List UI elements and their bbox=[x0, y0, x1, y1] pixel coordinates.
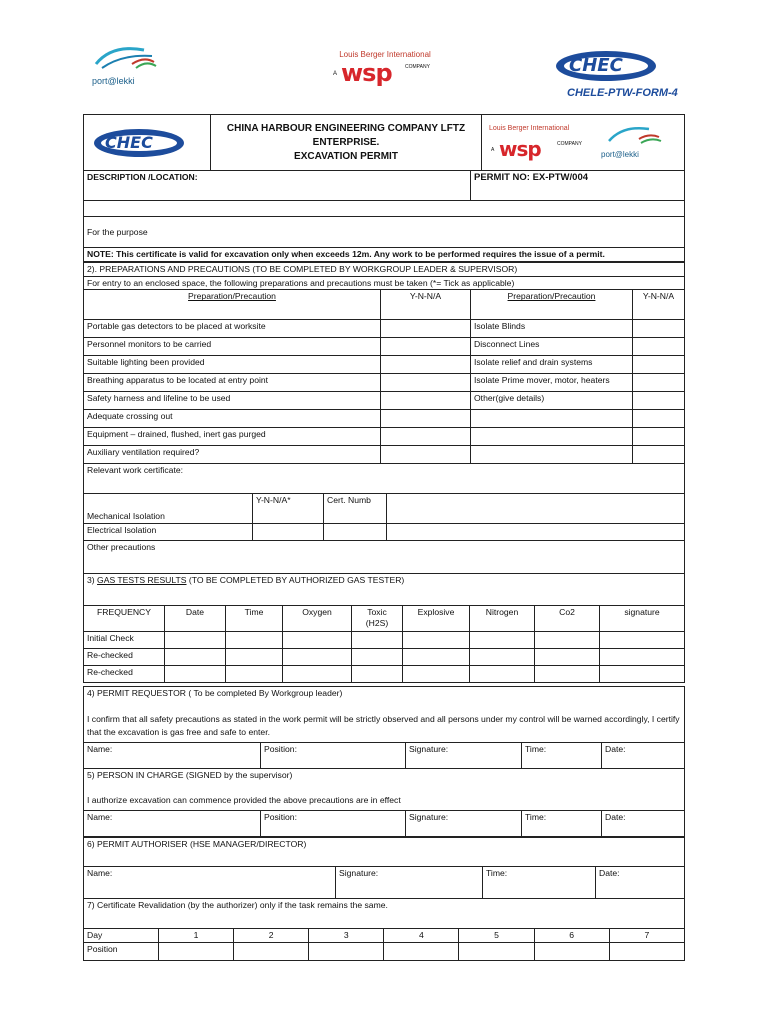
col-time: Time bbox=[226, 606, 283, 632]
pic-signature-field[interactable]: Signature: bbox=[406, 811, 522, 837]
wsp-company: COMPANY bbox=[405, 64, 430, 70]
gas-cell[interactable] bbox=[403, 666, 470, 683]
ynna-checkbox[interactable] bbox=[633, 338, 685, 356]
ynna-checkbox[interactable] bbox=[633, 356, 685, 374]
person-in-charge-table bbox=[83, 768, 685, 837]
mechanical-isolation-label: Mechanical Isolation bbox=[84, 494, 253, 524]
gas-cell[interactable] bbox=[470, 632, 535, 649]
port-lekki-text: port@lekki bbox=[92, 76, 135, 86]
pic-date-field[interactable]: Date: bbox=[602, 811, 685, 837]
chec-text-top: CHEC bbox=[569, 55, 623, 76]
revalidation-heading: 7) Certificate Revalidation (by the authorizer) only if the task remains the same. bbox=[84, 899, 685, 929]
prep-item-right: Disconnect Lines bbox=[471, 338, 633, 356]
partner-logos-cell bbox=[482, 115, 685, 171]
gas-cell[interactable] bbox=[226, 666, 283, 683]
day-number: 2 bbox=[234, 929, 309, 943]
gas-cell[interactable] bbox=[535, 666, 600, 683]
pic-block bbox=[84, 769, 685, 811]
day-number: 4 bbox=[384, 929, 459, 943]
certificates-table bbox=[83, 463, 685, 574]
gas-cell[interactable] bbox=[226, 632, 283, 649]
gas-row-label: Initial Check bbox=[84, 632, 165, 649]
section2-table bbox=[83, 262, 685, 464]
authoriser-date-field[interactable]: Date: bbox=[596, 867, 685, 899]
ynna-checkbox[interactable] bbox=[633, 428, 685, 446]
gas-cell[interactable] bbox=[283, 632, 352, 649]
wsp-company-small: COMPANY bbox=[557, 140, 582, 147]
col-ynna-left: Y-N-N/A bbox=[381, 290, 471, 320]
relevant-certificate-label: Relevant work certificate: bbox=[84, 464, 685, 494]
col-co2: Co2 bbox=[535, 606, 600, 632]
section2-intro: For entry to an enclosed space, the following preparations and precautions must be taken (*= Tick as applicable) bbox=[84, 276, 685, 290]
authoriser-time-field[interactable]: Time: bbox=[483, 867, 596, 899]
requestor-table bbox=[83, 686, 685, 769]
col-toxic: Toxic (H2S) bbox=[352, 606, 403, 632]
day-number: 7 bbox=[609, 929, 684, 943]
empty-cell bbox=[471, 410, 633, 428]
gas-cell[interactable] bbox=[470, 649, 535, 666]
revalidation-cell[interactable] bbox=[234, 942, 309, 960]
empty-cell bbox=[471, 428, 633, 446]
ynna-checkbox[interactable] bbox=[633, 374, 685, 392]
authoriser-signature-field[interactable]: Signature: bbox=[336, 867, 483, 899]
cert-numb-header: Cert. Numb bbox=[324, 494, 387, 524]
gas-cell[interactable] bbox=[165, 666, 226, 683]
revalidation-cell[interactable] bbox=[534, 942, 609, 960]
description-location-field[interactable]: DESCRIPTION /LOCATION: bbox=[84, 171, 471, 201]
ynna-checkbox[interactable] bbox=[381, 446, 471, 464]
col-nitrogen: Nitrogen bbox=[470, 606, 535, 632]
gas-cell[interactable] bbox=[352, 632, 403, 649]
col-frequency: FREQUENCY bbox=[84, 606, 165, 632]
gas-tests-heading bbox=[84, 574, 685, 606]
col-explosive: Explosive bbox=[403, 606, 470, 632]
requestor-block bbox=[84, 687, 685, 743]
prep-item-left: Adequate crossing out bbox=[84, 410, 381, 428]
title-cell bbox=[211, 115, 482, 171]
authoriser-heading: 6) PERMIT AUTHORISER (HSE MANAGER/DIRECTOR) bbox=[84, 838, 685, 867]
validity-note: NOTE: This certificate is valid for excavation only when exceeds 12m. Any work to be performed requires the issue of a permit. bbox=[84, 248, 685, 262]
gas-tests-title: GAS TESTS RESULTS bbox=[97, 575, 187, 585]
gas-cell[interactable] bbox=[283, 666, 352, 683]
ynna-checkbox[interactable] bbox=[381, 410, 471, 428]
port-lekki-swoosh-icon bbox=[605, 123, 665, 147]
wsp-wordmark-small: wsp bbox=[499, 136, 541, 161]
gas-row-label: Re-checked bbox=[84, 649, 165, 666]
gas-tests-table bbox=[83, 573, 685, 683]
gas-cell[interactable] bbox=[352, 649, 403, 666]
wsp-a: A bbox=[333, 71, 338, 77]
day-number: 5 bbox=[459, 929, 534, 943]
position-label: Position bbox=[84, 942, 159, 960]
title-block bbox=[83, 114, 685, 171]
prep-item-left: Equipment – drained, flushed, inert gas purged bbox=[84, 428, 381, 446]
ynna-checkbox[interactable] bbox=[633, 410, 685, 428]
title-line1: CHINA HARBOUR ENGINEERING COMPANY LFTZ bbox=[226, 122, 466, 134]
cert-ynna-header: Y-N-N/A* bbox=[253, 494, 324, 524]
prep-item-left: Breathing apparatus to be located at entry point bbox=[84, 374, 381, 392]
requestor-signature-field[interactable]: Signature: bbox=[406, 743, 522, 769]
prep-item-left: Personnel monitors to be carried bbox=[84, 338, 381, 356]
other-precautions-field[interactable]: Other precautions bbox=[84, 541, 685, 574]
pic-time-field[interactable]: Time: bbox=[522, 811, 602, 837]
ynna-checkbox[interactable] bbox=[381, 320, 471, 338]
prep-item-right: Other(give details) bbox=[471, 392, 633, 410]
chec-logo-top bbox=[555, 50, 657, 82]
revalidation-cell[interactable] bbox=[384, 942, 459, 960]
requestor-time-field[interactable]: Time: bbox=[522, 743, 602, 769]
col-prep-left: Preparation/Precaution bbox=[84, 290, 381, 320]
revalidation-cell[interactable] bbox=[159, 942, 234, 960]
chec-text: CHEC bbox=[105, 132, 153, 152]
requestor-name-field[interactable]: Name: bbox=[84, 743, 261, 769]
louis-berger-text-small: Louis Berger International bbox=[489, 124, 570, 132]
ynna-checkbox[interactable] bbox=[381, 374, 471, 392]
form-code: CHELE-PTW-FORM-4 bbox=[567, 87, 678, 99]
title-line2: ENTERPRISE. bbox=[312, 136, 380, 148]
gas-cell[interactable] bbox=[535, 649, 600, 666]
ynna-checkbox[interactable] bbox=[381, 338, 471, 356]
gas-cell[interactable] bbox=[165, 649, 226, 666]
port-lekki-logo bbox=[92, 42, 162, 88]
wsp-wordmark: wsp bbox=[341, 59, 392, 87]
requestor-date-field[interactable]: Date: bbox=[602, 743, 685, 769]
authoriser-name-field[interactable]: Name: bbox=[84, 867, 336, 899]
cert-details[interactable] bbox=[387, 524, 685, 541]
col-date: Date bbox=[165, 606, 226, 632]
ynna-checkbox[interactable] bbox=[381, 428, 471, 446]
permit-number: PERMIT NO: EX-PTW/004 bbox=[471, 171, 685, 201]
prep-item-left: Safety harness and lifeline to be used bbox=[84, 392, 381, 410]
col-ynna-right: Y-N-N/A bbox=[633, 290, 685, 320]
prep-item-left: Portable gas detectors to be placed at worksite bbox=[84, 320, 381, 338]
purpose-field[interactable]: For the purpose bbox=[84, 217, 685, 248]
wsp-a-small: A bbox=[491, 146, 495, 153]
louis-berger-text: Louis Berger International bbox=[339, 50, 431, 59]
day-label: Day bbox=[84, 929, 159, 943]
cert-numb-field[interactable] bbox=[324, 524, 387, 541]
gas-cell[interactable] bbox=[283, 649, 352, 666]
blank-row[interactable] bbox=[84, 201, 685, 217]
pic-statement: I authorize excavation can commence provided the above precautions are in effect bbox=[87, 794, 401, 805]
gas-cell[interactable] bbox=[403, 649, 470, 666]
prep-item-left: Suitable lighting been provided bbox=[84, 356, 381, 374]
revalidation-cell[interactable] bbox=[609, 942, 684, 960]
ynna-checkbox[interactable] bbox=[633, 392, 685, 410]
gas-cell[interactable] bbox=[600, 666, 685, 683]
requestor-position-field[interactable]: Position: bbox=[261, 743, 406, 769]
col-oxygen: Oxygen bbox=[283, 606, 352, 632]
prep-item-left: Auxiliary ventilation required? bbox=[84, 446, 381, 464]
gas-cell[interactable] bbox=[600, 632, 685, 649]
pic-heading: 5) PERSON IN CHARGE (SIGNED by the supervisor) bbox=[87, 770, 293, 780]
gas-tests-num: 3) bbox=[87, 575, 95, 585]
day-number: 1 bbox=[159, 929, 234, 943]
gas-cell[interactable] bbox=[403, 632, 470, 649]
authoriser-table bbox=[83, 837, 685, 899]
gas-cell[interactable] bbox=[165, 632, 226, 649]
revalidation-cell[interactable] bbox=[309, 942, 384, 960]
gas-cell[interactable] bbox=[352, 666, 403, 683]
requestor-statement: I confirm that all safety precautions as stated in the work permit will be strictly observed and all persons under my control will be warned accordingly, I certify that the excavation is gas free and safe to enter. bbox=[87, 713, 680, 737]
gas-cell[interactable] bbox=[535, 632, 600, 649]
prep-item-right: Isolate Blinds bbox=[471, 320, 633, 338]
chec-logo-cell bbox=[84, 115, 211, 171]
day-number: 6 bbox=[534, 929, 609, 943]
gas-cell[interactable] bbox=[470, 666, 535, 683]
title-line3: EXCAVATION PERMIT bbox=[294, 150, 398, 162]
gas-cell[interactable] bbox=[600, 649, 685, 666]
pic-name-field[interactable]: Name: bbox=[84, 811, 261, 837]
pic-position-field[interactable]: Position: bbox=[261, 811, 406, 837]
port-lekki-text-small: port@lekki bbox=[601, 149, 639, 159]
prep-item-right: Isolate relief and drain systems bbox=[471, 356, 633, 374]
ynna-checkbox[interactable] bbox=[381, 356, 471, 374]
day-number: 3 bbox=[309, 929, 384, 943]
gas-row-label: Re-checked bbox=[84, 666, 165, 683]
revalidation-cell[interactable] bbox=[459, 942, 534, 960]
gas-tests-subtitle: (TO BE COMPLETED BY AUTHORIZED GAS TESTER) bbox=[188, 575, 405, 585]
cert-ynna-field[interactable] bbox=[253, 524, 324, 541]
col-prep-right: Preparation/Precaution bbox=[471, 290, 633, 320]
section2-heading: 2). PREPARATIONS AND PRECAUTIONS (TO BE COMPLETED BY WORKGROUP LEADER & SUPERVISOR) bbox=[84, 263, 685, 277]
requestor-heading: 4) PERMIT REQUESTOR ( To be completed By Workgroup leader) bbox=[87, 688, 343, 698]
gas-cell[interactable] bbox=[226, 649, 283, 666]
port-lekki-swoosh-icon bbox=[92, 42, 162, 74]
col-signature: signature bbox=[600, 606, 685, 632]
ynna-checkbox[interactable] bbox=[633, 320, 685, 338]
ynna-checkbox[interactable] bbox=[381, 392, 471, 410]
prep-item-right: Isolate Prime mover, motor, heaters bbox=[471, 374, 633, 392]
louis-berger-wsp-logo bbox=[325, 50, 445, 90]
ynna-checkbox[interactable] bbox=[633, 446, 685, 464]
cert-details[interactable] bbox=[387, 494, 685, 524]
revalidation-table bbox=[83, 898, 685, 961]
section1-table bbox=[83, 170, 685, 262]
electrical-isolation-label: Electrical Isolation bbox=[84, 524, 253, 541]
empty-cell bbox=[471, 446, 633, 464]
